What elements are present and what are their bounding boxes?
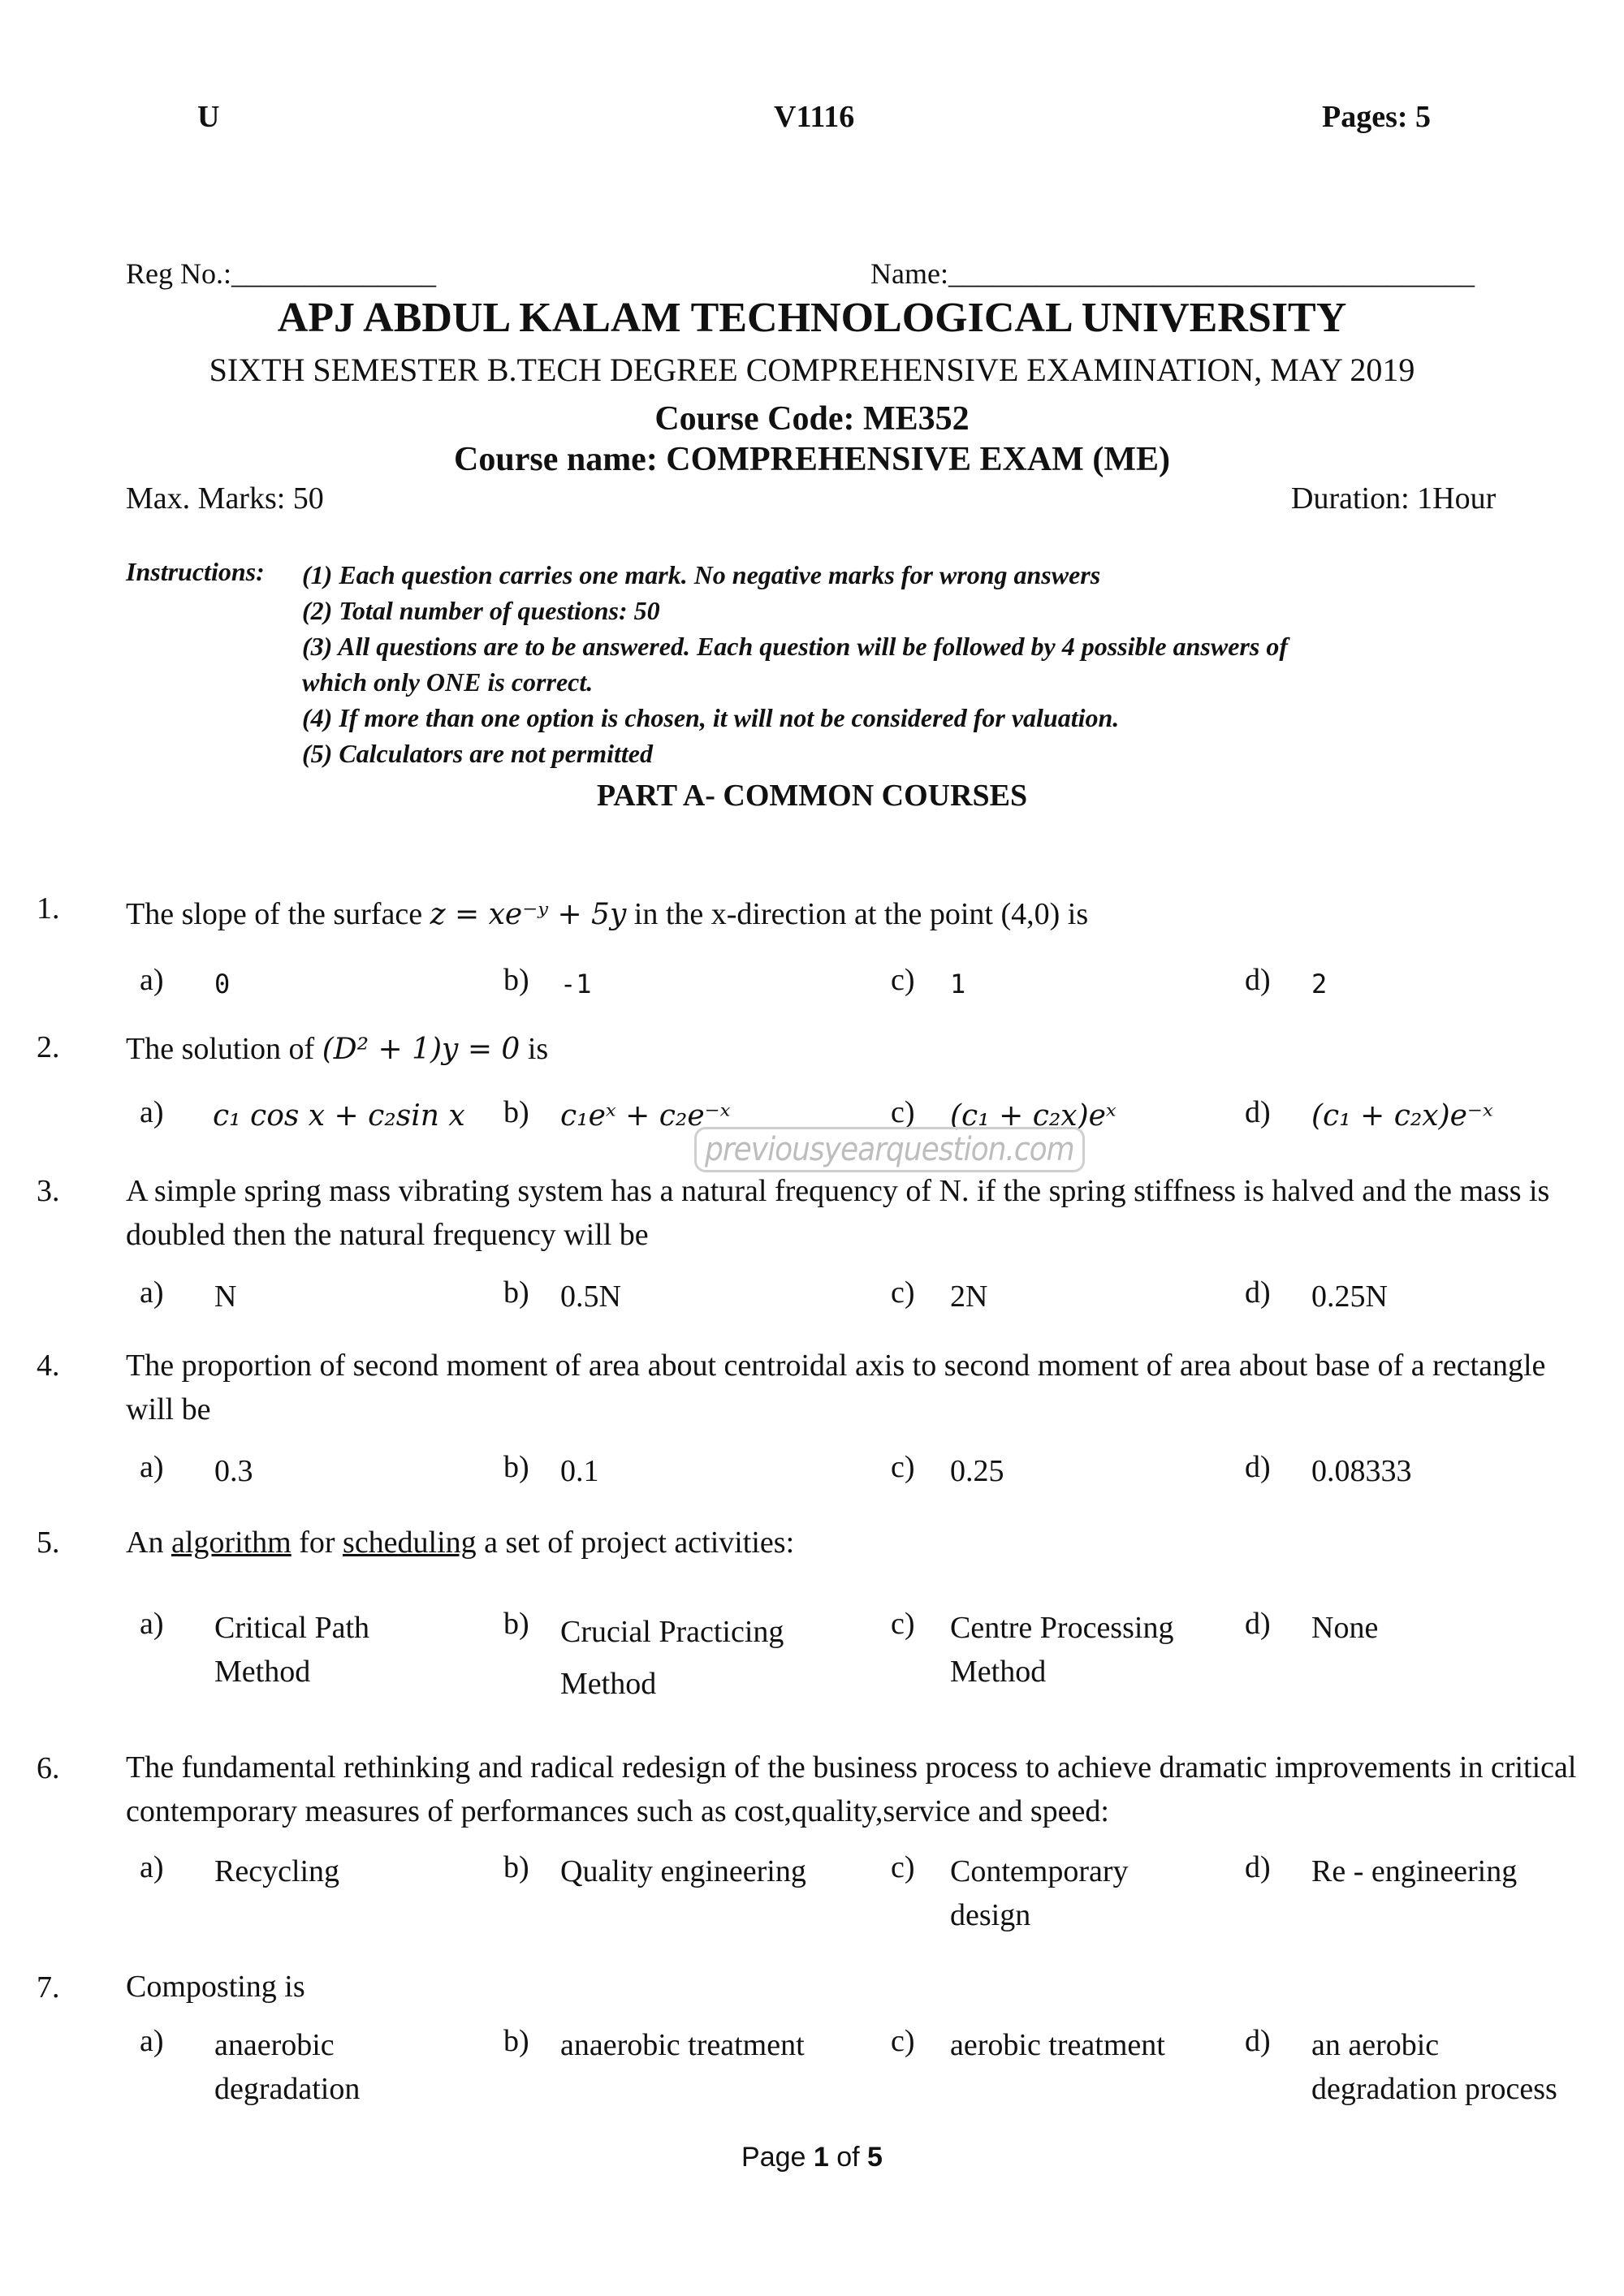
option-label: b) bbox=[503, 963, 529, 997]
option-label: b) bbox=[503, 1607, 529, 1641]
question-number: 2. bbox=[37, 1030, 60, 1064]
name-field: Name:____________________________________ bbox=[870, 257, 1475, 290]
option-label: d) bbox=[1245, 1095, 1271, 1129]
instruction-item: (5) Calculators are not permitted bbox=[302, 739, 653, 768]
question-text: The fundamental rethinking and radical redesign of the business process to achieve dramatic improvements in critical contemporary measures of performances such as cost,quality,service and speed: bbox=[126, 1750, 1577, 1828]
option-text: Critical Path Method bbox=[214, 1611, 370, 1689]
question-text: a set of project activities: bbox=[484, 1526, 795, 1560]
option-label: d) bbox=[1245, 2024, 1271, 2058]
question-text: for bbox=[299, 1526, 335, 1560]
instruction-item: (2) Total number of questions: 50 bbox=[302, 596, 660, 625]
university-title: APJ ABDUL KALAM TECHNOLOGICAL UNIVERSITY bbox=[277, 295, 1347, 341]
question-number: 1. bbox=[37, 891, 60, 926]
header-code: V1116 bbox=[774, 100, 855, 134]
option-text: 0.5N bbox=[560, 1280, 621, 1314]
option-text: Recycling bbox=[214, 1854, 340, 1888]
question-number: 7. bbox=[37, 1970, 60, 2005]
option-text: anaerobic treatment bbox=[560, 2028, 805, 2062]
course-name: Course name: COMPREHENSIVE EXAM (ME) bbox=[454, 441, 1170, 478]
option-text: 0.25 bbox=[950, 1454, 1004, 1488]
option-label: b) bbox=[503, 1095, 529, 1129]
option-text: N bbox=[214, 1280, 237, 1314]
question-2-text bbox=[126, 1027, 1587, 1072]
option-text: 0.25N bbox=[1311, 1280, 1388, 1314]
option-text: 0 bbox=[214, 969, 231, 999]
question-number: 6. bbox=[37, 1751, 60, 1785]
option-label: a) bbox=[140, 1095, 164, 1129]
option-text: c₁eˣ + c₂e⁻ˣ bbox=[560, 1099, 731, 1133]
option-text: (c₁ + c₂x)e⁻ˣ bbox=[1311, 1099, 1493, 1133]
option-label: b) bbox=[503, 1850, 529, 1884]
option-text: Centre Processing Method bbox=[950, 1611, 1174, 1689]
option-label: c) bbox=[891, 1850, 915, 1884]
option-label: d) bbox=[1245, 963, 1271, 997]
page-footer bbox=[0, 2142, 1624, 2173]
option-label: d) bbox=[1245, 1850, 1271, 1884]
footer-of: of bbox=[828, 2142, 868, 2173]
option-label: a) bbox=[140, 1850, 164, 1884]
instruction-item: (4) If more than one option is chosen, it will not be considered for valuation. bbox=[302, 703, 1120, 732]
option-text: Quality engineering bbox=[560, 1854, 806, 1888]
option-text: Re - engineering bbox=[1311, 1854, 1518, 1888]
exam-title: SIXTH SEMESTER B.TECH DEGREE COMPREHENSIVE EXAMINATION, MAY 2019 bbox=[209, 352, 1415, 388]
question-math: (D² + 1)y = 0 bbox=[322, 1033, 520, 1066]
question-text: An bbox=[126, 1526, 164, 1560]
option-text: (c₁ + c₂x)eˣ bbox=[950, 1099, 1116, 1133]
option-label: a) bbox=[140, 1450, 164, 1484]
instruction-item: (3) All questions are to be answered. Each question will be followed by 4 possible answers of bbox=[302, 632, 1288, 661]
option-text: 2 bbox=[1311, 969, 1328, 999]
question-text: The slope of the surface bbox=[126, 897, 423, 931]
option-text: None bbox=[1311, 1611, 1379, 1645]
question-text: The proportion of second moment of area about centroidal axis to second moment of area about base of a rectangle will be bbox=[126, 1349, 1546, 1426]
option-label: a) bbox=[140, 963, 164, 997]
question-5-text bbox=[126, 1521, 1587, 1564]
option-label: a) bbox=[140, 2024, 164, 2058]
question-1-text bbox=[126, 892, 1587, 937]
question-text: The solution of bbox=[126, 1032, 315, 1066]
option-label: d) bbox=[1245, 1607, 1271, 1641]
instruction-item: (1) Each question carries one mark. No negative marks for wrong answers bbox=[302, 560, 1101, 589]
max-marks: Max. Marks: 50 bbox=[126, 481, 324, 516]
option-label: b) bbox=[503, 2024, 529, 2058]
option-text: anaerobic degradation bbox=[214, 2028, 361, 2106]
option-text: -1 bbox=[560, 969, 592, 999]
question-number: 5. bbox=[37, 1526, 60, 1560]
instructions-list bbox=[302, 557, 1439, 771]
option-text: Contemporary design bbox=[950, 1854, 1129, 1932]
question-math: z = xe⁻ʸ + 5y bbox=[430, 898, 627, 931]
question-number: 3. bbox=[37, 1174, 60, 1208]
option-text: an aerobic degradation process bbox=[1311, 2028, 1557, 2106]
option-text: aerobic treatment bbox=[950, 2028, 1165, 2062]
option-label: d) bbox=[1245, 1450, 1271, 1484]
reg-no-field: Reg No.:______________ bbox=[126, 257, 436, 290]
option-label: c) bbox=[891, 1607, 915, 1641]
course-code: Course Code: ME352 bbox=[654, 400, 970, 438]
option-label: a) bbox=[140, 1275, 164, 1310]
question-text: is bbox=[527, 1032, 549, 1066]
footer-total: 5 bbox=[867, 2142, 883, 2173]
option-text: 0.08333 bbox=[1311, 1454, 1412, 1488]
question-text-underlined: scheduling bbox=[343, 1526, 477, 1560]
option-text: Crucial Practicing Method bbox=[560, 1615, 784, 1701]
question-text: in the x-direction at the point (4,0) is bbox=[633, 897, 1089, 931]
option-text: 0.1 bbox=[560, 1454, 599, 1488]
question-text-underlined: algorithm bbox=[171, 1526, 292, 1560]
footer-prefix: Page bbox=[741, 2142, 814, 2173]
footer-page: 1 bbox=[813, 2142, 829, 2173]
option-label: c) bbox=[891, 2024, 915, 2058]
option-text: c₁ cos x + c₂sin x bbox=[213, 1099, 465, 1133]
option-label: b) bbox=[503, 1450, 529, 1484]
option-text: 2N bbox=[950, 1280, 988, 1314]
option-label: c) bbox=[891, 1450, 915, 1484]
instructions-label: Instructions: bbox=[126, 557, 265, 586]
option-text: 0.3 bbox=[214, 1454, 253, 1488]
option-label: c) bbox=[891, 1275, 915, 1310]
header-left: U bbox=[197, 100, 220, 134]
question-text: A simple spring mass vibrating system has a natural frequency of N. if the spring stiffness is halved and the mass is doubled then the natural frequency will be bbox=[126, 1174, 1550, 1252]
question-number: 4. bbox=[37, 1349, 60, 1383]
option-label: b) bbox=[503, 1275, 529, 1310]
part-heading: PART A- COMMON COURSES bbox=[596, 779, 1028, 813]
option-label: a) bbox=[140, 1607, 164, 1641]
duration: Duration: 1Hour bbox=[1291, 481, 1497, 516]
option-text: 1 bbox=[950, 969, 966, 999]
option-label: c) bbox=[891, 963, 915, 997]
option-label: d) bbox=[1245, 1275, 1271, 1310]
watermark-logo: previousyearquestion.com bbox=[694, 1127, 1085, 1172]
question-text: Composting is bbox=[126, 1970, 305, 2004]
header-pages: Pages: 5 bbox=[1322, 100, 1432, 134]
option-label: c) bbox=[891, 1095, 915, 1129]
instruction-item: which only ONE is correct. bbox=[302, 667, 594, 697]
